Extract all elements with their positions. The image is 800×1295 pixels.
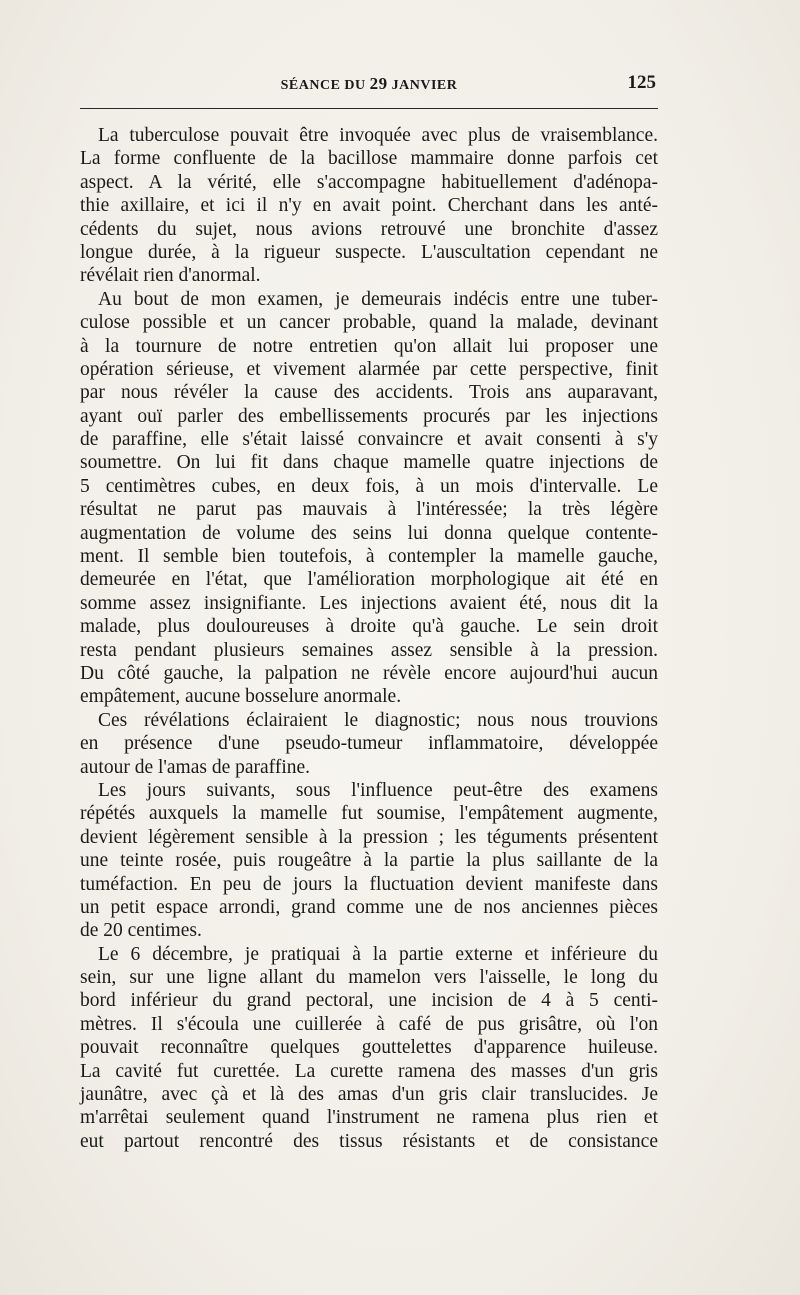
text-line: jaunâtre, avec çà et là des amas d'un gris clair translucides. Je: [80, 1084, 658, 1106]
text-line: de 20 centimes.: [80, 920, 202, 942]
text-line: 5 centimètres cubes, en deux fois, à un mois d'intervalle. Le: [80, 475, 658, 497]
text-line: sein, sur une ligne allant du mamelon vers l'aisselle, le long du: [80, 967, 658, 989]
text-line: Du côté gauche, la palpation ne révèle encore aujourd'hui aucun: [80, 662, 658, 684]
text-line: La tuberculose pouvait être invoquée avec plus de vraisemblance.: [98, 125, 658, 146]
text-line: de paraffine, elle s'était laissé convaincre et avait consenti à s'y: [80, 429, 658, 451]
running-title-day: 29: [369, 74, 388, 93]
running-title-after: JANVIER: [387, 78, 458, 93]
text-line: Au bout de mon examen, je demeurais indécis entre une tuber-: [98, 288, 658, 310]
text-line: malade, plus douloureuses à droite qu'à gauche. Le sein droit: [80, 616, 658, 638]
text-line: Ces révélations éclairaient le diagnostic; nous nous trouvions: [98, 709, 658, 731]
text-line: tuméfaction. En peu de jours la fluctuation devient manifeste dans: [80, 873, 658, 895]
text-line: cédents du sujet, nous avions retrouvé une bronchite d'assez: [80, 218, 658, 240]
running-title: [80, 74, 658, 94]
text-line: Le 6 décembre, je pratiquai à la partie externe et inférieure du: [98, 943, 658, 965]
text-line: augmentation de volume des seins lui donna quelque contente-: [80, 522, 658, 544]
running-title-before: SÉANCE DU: [280, 78, 370, 93]
text-line: La cavité fut curettée. La curette ramena des masses d'un gris: [80, 1060, 658, 1082]
text-line: devient légèrement sensible à la pression ; les téguments présentent: [80, 826, 658, 848]
text-line: eut partout rencontré des tissus résistants et de consistance: [80, 1130, 658, 1152]
text-line: somme assez insignifiante. Les injections avaient été, nous dit la: [80, 592, 658, 614]
text-line: à la tournure de notre entretien qu'on allait lui proposer une: [80, 335, 658, 357]
text-line: aspect. A la vérité, elle s'accompagne habituellement d'adénopa-: [80, 171, 658, 193]
text-line: en présence d'une pseudo-tumeur inflammatoire, développée: [80, 733, 658, 755]
text-line: m'arrêtai seulement quand l'instrument ne ramena plus rien et: [80, 1107, 658, 1129]
header-rule: [80, 108, 658, 109]
text-line: empâtement, aucune bosselure anormale.: [80, 686, 402, 708]
text-line: ment. Il semble bien toutefois, à contempler la mamelle gauche,: [80, 546, 658, 568]
text-line: pouvait reconnaître quelques gouttelettes d'apparence huileuse.: [80, 1037, 658, 1059]
text-line: bord inférieur du grand pectoral, une incision de 4 à 5 centi-: [80, 990, 658, 1012]
text-line: une teinte rosée, puis rougeâtre à la partie la plus saillante de la: [80, 850, 658, 872]
text-line: ayant ouï parler des embellissements procurés par les injections: [80, 405, 658, 427]
text-line: mètres. Il s'écoula une cuillerée à café de pus grisâtre, où l'on: [80, 1013, 658, 1035]
text-line: soumettre. On lui fit dans chaque mamelle quatre injections de: [80, 452, 658, 474]
text-line: révélait rien d'anormal.: [80, 265, 261, 287]
text-line: longue durée, à la rigueur suspecte. L'auscultation cependant ne: [80, 241, 658, 263]
text-line: par nous révéler la cause des accidents. Trois ans auparavant,: [80, 382, 658, 404]
text-line: un petit espace arrondi, grand comme une de nos anciennes pièces: [80, 896, 658, 918]
text-line: Les jours suivants, sous l'influence peut-être des examens: [98, 779, 658, 801]
text-line: thie axillaire, et ici il n'y en avait point. Cherchant dans les anté-: [80, 195, 658, 217]
text-line: opération sérieuse, et vivement alarmée par cette perspective, finit: [80, 358, 658, 380]
page-number: 125: [627, 72, 656, 93]
text-line: autour de l'amas de paraffine.: [80, 756, 311, 778]
text-line: répétés auxquels la mamelle fut soumise, l'empâtement augmente,: [80, 803, 658, 825]
text-line: résultat ne parut pas mauvais à l'intéressée; la très légère: [80, 499, 658, 521]
text-line: demeurée en l'état, que l'amélioration morphologique ait été en: [80, 569, 658, 591]
text-line: culose possible et un cancer probable, quand la malade, devinant: [80, 312, 658, 334]
body-text: [80, 124, 658, 1153]
text-line: La forme confluente de la bacillose mammaire donne parfois cet: [80, 148, 658, 170]
text-line: resta pendant plusieurs semaines assez sensible à la pression.: [80, 639, 658, 661]
running-head: [80, 74, 658, 98]
